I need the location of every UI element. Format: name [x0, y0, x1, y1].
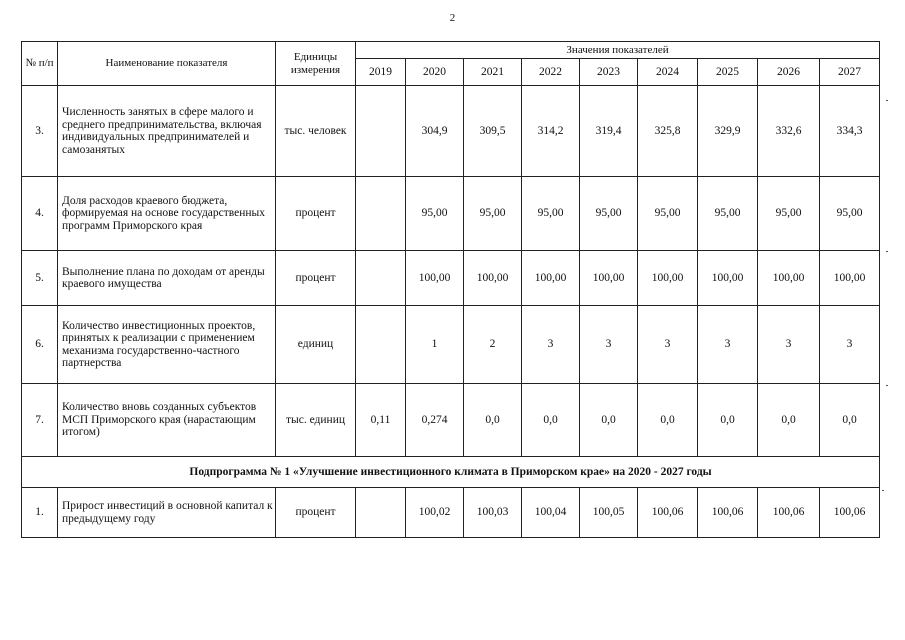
value-cell: 0,0: [580, 384, 638, 457]
table-row: [22, 384, 880, 457]
header-year: 2020: [406, 59, 464, 86]
value-cell: 100,04: [522, 488, 580, 538]
value-cell: 0,0: [820, 384, 880, 457]
value-cell: 100,06: [758, 488, 820, 538]
row-number: 7.: [22, 384, 58, 457]
header-num: № п/п: [22, 42, 58, 86]
value-cell: 95,00: [698, 177, 758, 251]
row-number: 1.: [22, 488, 58, 538]
margin-mark: [882, 490, 884, 491]
indicator-name: Количество инвестиционных проектов, принятых к реализации с применением механизма государственно-частного партнерства: [58, 306, 276, 384]
value-cell: [356, 177, 406, 251]
value-cell: 100,05: [580, 488, 638, 538]
value-cell: 100,06: [820, 488, 880, 538]
header-year: 2022: [522, 59, 580, 86]
header-year: 2021: [464, 59, 522, 86]
unit: процент: [276, 251, 356, 306]
value-cell: 319,4: [580, 86, 638, 177]
value-cell: [356, 488, 406, 538]
margin-mark: [886, 385, 888, 386]
unit: единиц: [276, 306, 356, 384]
value-cell: 325,8: [638, 86, 698, 177]
table-row: [22, 488, 880, 538]
value-cell: 0,274: [406, 384, 464, 457]
value-cell: 3: [580, 306, 638, 384]
row-number: 3.: [22, 86, 58, 177]
value-cell: 100,06: [698, 488, 758, 538]
margin-mark: [886, 100, 888, 101]
unit: тыс. человек: [276, 86, 356, 177]
indicator-name: Выполнение плана по доходам от аренды краевого имущества: [58, 251, 276, 306]
unit: тыс. единиц: [276, 384, 356, 457]
value-cell: 95,00: [820, 177, 880, 251]
indicators-table: [21, 41, 880, 538]
page-number: 2: [449, 12, 456, 24]
header-year: 2019: [356, 59, 406, 86]
value-cell: 3: [758, 306, 820, 384]
value-cell: 100,00: [464, 251, 522, 306]
table-row: [22, 251, 880, 306]
value-cell: 3: [820, 306, 880, 384]
indicator-name: Численность занятых в сфере малого и среднего предпринимательства, включая индивидуальных предпринимателей и самозанятых: [58, 86, 276, 177]
value-cell: 95,00: [464, 177, 522, 251]
margin-mark: [886, 251, 888, 252]
value-cell: 0,0: [698, 384, 758, 457]
row-number: 5.: [22, 251, 58, 306]
subprogram-title: Подпрограмма № 1 «Улучшение инвестиционного климата в Приморском крае» на 2020 - 2027 годы: [22, 457, 880, 488]
value-cell: 100,02: [406, 488, 464, 538]
value-cell: 100,00: [406, 251, 464, 306]
value-cell: 0,0: [464, 384, 522, 457]
value-cell: 0,0: [638, 384, 698, 457]
header-values: Значения показателей: [356, 42, 880, 59]
value-cell: 100,03: [464, 488, 522, 538]
value-cell: 95,00: [638, 177, 698, 251]
header-year: 2026: [758, 59, 820, 86]
value-cell: 332,6: [758, 86, 820, 177]
value-cell: 314,2: [522, 86, 580, 177]
value-cell: 2: [464, 306, 522, 384]
value-cell: 95,00: [580, 177, 638, 251]
subprogram-row: [22, 457, 880, 488]
value-cell: 100,00: [522, 251, 580, 306]
header-year: 2024: [638, 59, 698, 86]
unit: процент: [276, 488, 356, 538]
value-cell: 100,00: [820, 251, 880, 306]
value-cell: 309,5: [464, 86, 522, 177]
value-cell: 3: [638, 306, 698, 384]
value-cell: 0,11: [356, 384, 406, 457]
header-year: 2027: [820, 59, 880, 86]
value-cell: 304,9: [406, 86, 464, 177]
value-cell: 100,00: [580, 251, 638, 306]
table-row: [22, 177, 880, 251]
table-row: [22, 86, 880, 177]
value-cell: 3: [698, 306, 758, 384]
indicator-name: Доля расходов краевого бюджета, формируемая на основе государственных программ Приморского края: [58, 177, 276, 251]
row-number: 4.: [22, 177, 58, 251]
indicator-name: Количество вновь созданных субъектов МСП Приморского края (нарастающим итогом): [58, 384, 276, 457]
value-cell: 0,0: [758, 384, 820, 457]
value-cell: 329,9: [698, 86, 758, 177]
value-cell: 100,06: [638, 488, 698, 538]
header-unit: Единицы измерения: [276, 42, 356, 86]
value-cell: [356, 251, 406, 306]
indicator-name: Прирост инвестиций в основной капитал к предыдущему году: [58, 488, 276, 538]
unit: процент: [276, 177, 356, 251]
value-cell: 100,00: [638, 251, 698, 306]
header-year: 2023: [580, 59, 638, 86]
value-cell: 100,00: [698, 251, 758, 306]
header-name: Наименование показателя: [58, 42, 276, 86]
row-number: 6.: [22, 306, 58, 384]
header-year: 2025: [698, 59, 758, 86]
value-cell: [356, 86, 406, 177]
value-cell: 95,00: [522, 177, 580, 251]
value-cell: 1: [406, 306, 464, 384]
value-cell: 95,00: [406, 177, 464, 251]
value-cell: 334,3: [820, 86, 880, 177]
value-cell: 100,00: [758, 251, 820, 306]
value-cell: [356, 306, 406, 384]
value-cell: 95,00: [758, 177, 820, 251]
value-cell: 3: [522, 306, 580, 384]
table-row: [22, 306, 880, 384]
value-cell: 0,0: [522, 384, 580, 457]
